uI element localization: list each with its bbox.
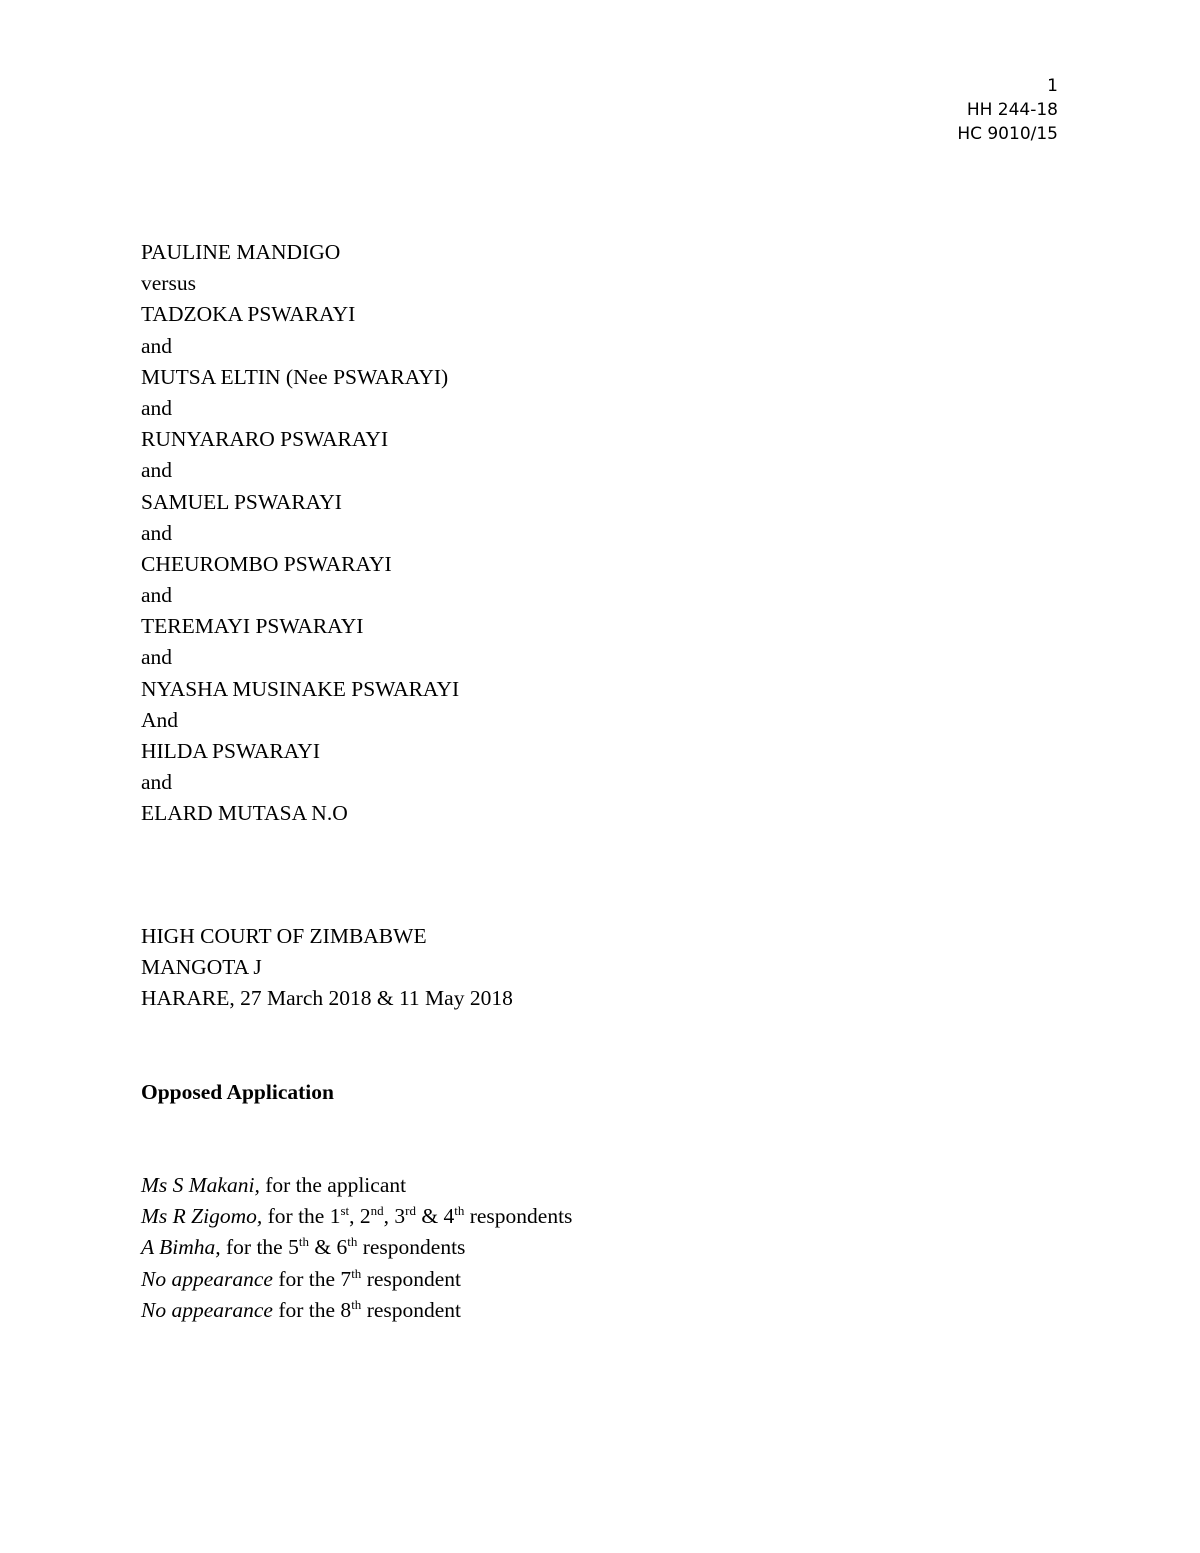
counsel-list: [141, 1170, 572, 1326]
and-word: And: [141, 707, 179, 732]
ordinal-suffix: nd: [370, 1203, 384, 1219]
counsel-name: Ms R Zigomo,: [141, 1204, 263, 1229]
place-and-dates: HARARE, 27 March 2018 & 11 May 2018: [141, 986, 513, 1011]
counsel-role-text: respondent: [361, 1297, 462, 1322]
counsel-line-respondents-5-6: [141, 1232, 572, 1263]
counsel-name: No appearance: [141, 1297, 273, 1322]
counsel-role-text: for the 8: [272, 1297, 352, 1322]
party-respondent-4: SAMUEL PSWARAYI: [141, 489, 342, 514]
case-number: HC 9010/15: [957, 124, 1058, 144]
party-respondent-2: MUTSA ELTIN (Nee PSWARAYI): [141, 364, 449, 389]
ordinal-suffix: th: [351, 1296, 362, 1312]
counsel-role-text: & 4: [415, 1204, 455, 1229]
ordinal-suffix: th: [351, 1265, 362, 1281]
counsel-role-text: respondent: [361, 1266, 462, 1291]
ordinal-suffix: th: [347, 1234, 358, 1250]
ordinal-suffix: th: [454, 1203, 465, 1219]
counsel-role-text: , 2: [349, 1204, 371, 1229]
party-respondent-8: HILDA PSWARAYI: [141, 739, 320, 763]
party-respondent-1: TADZOKA PSWARAYI: [141, 302, 356, 327]
and-word: and: [141, 458, 173, 483]
counsel-role-text: for the 5: [220, 1235, 299, 1260]
party-respondent-9: ELARD MUTASA N.O: [141, 801, 348, 826]
counsel-role-text: & 6: [308, 1235, 348, 1260]
counsel-name: A Bimha,: [141, 1235, 221, 1260]
counsel-role-text: for the 1: [262, 1204, 341, 1229]
counsel-role-text: respondents: [464, 1204, 573, 1229]
party-respondent-6: TEREMAYI PSWARAYI: [141, 614, 364, 639]
counsel-line-respondent-8: [141, 1295, 572, 1326]
counsel-line-respondent-7: [141, 1264, 572, 1295]
judge-name: MANGOTA J: [141, 955, 262, 980]
counsel-line-applicant: [141, 1170, 572, 1201]
and-word: and: [141, 583, 173, 608]
counsel-role-text: for the 7: [272, 1266, 352, 1291]
judgment-reference: HH 244-18: [966, 100, 1058, 120]
counsel-role-text: , 3: [383, 1204, 406, 1229]
page-header: [957, 74, 1058, 146]
parties-list: [141, 237, 459, 830]
page-number: 1: [1047, 76, 1058, 96]
party-respondent-5: CHEUROMBO PSWARAYI: [141, 551, 392, 576]
party-respondent-3: RUNYARARO PSWARAYI: [141, 427, 389, 452]
counsel-line-respondents-1-4: [141, 1201, 572, 1232]
court-name: HIGH COURT OF ZIMBABWE: [141, 924, 427, 948]
counsel-role-text: respondents: [357, 1235, 466, 1260]
counsel-name: No appearance: [141, 1266, 273, 1291]
counsel-role: for the applicant: [259, 1173, 407, 1197]
ordinal-suffix: st: [340, 1203, 350, 1219]
ordinal-suffix: th: [298, 1234, 309, 1250]
and-word: and: [141, 395, 173, 420]
and-word: and: [141, 770, 173, 795]
party-respondent-7: NYASHA MUSINAKE PSWARAYI: [141, 676, 460, 701]
and-word: and: [141, 333, 173, 358]
ordinal-suffix: rd: [405, 1203, 416, 1219]
party-applicant: PAULINE MANDIGO: [141, 240, 341, 264]
application-type-heading: Opposed Application: [141, 1080, 334, 1104]
versus-word: versus: [141, 271, 196, 296]
and-word: and: [141, 520, 173, 545]
court-details: [141, 921, 513, 1015]
counsel-name: Ms S Makani,: [141, 1173, 260, 1197]
and-word: and: [141, 645, 173, 670]
